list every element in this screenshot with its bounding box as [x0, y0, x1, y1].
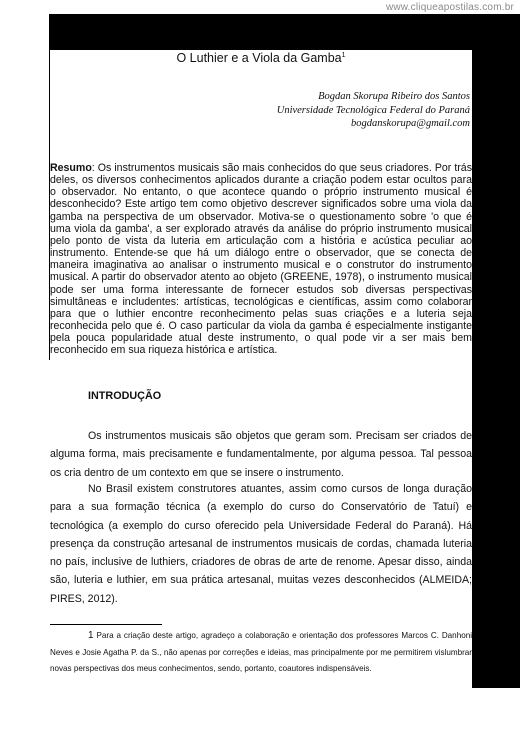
paper-title-text: O Luthier e a Viola da Gamba	[176, 51, 342, 65]
introduction-heading: INTRODUÇÃO	[88, 390, 162, 402]
paper-title	[50, 51, 472, 65]
top-black-bar	[50, 14, 520, 50]
abstract-text: : Os instrumentos musicais são mais conhecidos do que seus criadores. Por trás deles, os diversos conhecimentos aplicados durante a criação podem estar ocultos para o observador. No entanto, o que acontece quando o próprio instrumento musical é desconhecido? Este artigo tem como objetivo descrever significados sobre uma viola da gamba na perspectiva de um observador. Motiva-se o questionamento sobre 'o que é uma viola da gamba', a ser explorado através da análise do próprio instrumento musical pelo ponto de vista da luteria em articulação com a história e acústica peculiar ao instrumento. Entende-se que há um diálogo entre o observador, que se conecta de maneira imaginativa ao analisar o instrumento musical e o construtor do instrumento musical. A partir do observador atento ao objeto (GREENE, 1978), o instrumento musical pode ser uma forma interessante de fornecer estudos sob diversas perspectivas simultâneas e includentes: artísticas, tecnológicas e científicas, assim como colaborar para que o luthier encontre reconhecimento pelas suas criações e a luteria seja reconhecida pelo que é. O caso particular da viola da gamba é especialmente instigante pela pouca popularidade atual deste instrumento, o qual pode vir a ser mais bem reconhecido em sua riqueza histórica e artística.	[50, 162, 472, 357]
intro-paragraph-1: Os instrumentos musicais são objetos que geram som. Precisam ser criados de alguma forma, mais precisamente e fundamentalmente, por alguma pessoa. Tal pessoa os cria dentro de um contexto em que se insere o instrumento.	[50, 430, 472, 479]
right-black-bar	[472, 14, 520, 688]
footnote-number: 1	[88, 630, 94, 641]
author-block	[277, 90, 470, 131]
footnote-rule	[50, 624, 162, 625]
author-name: Bogdan Skorupa Ribeiro dos Santos	[318, 91, 470, 102]
abstract-label: Resumo	[50, 162, 92, 174]
title-footnote-mark: 1	[341, 51, 346, 59]
footnote	[50, 628, 472, 678]
footnote-text: Para a criação deste artigo, agradeço a colaboração e orientação dos professores Marcos C. Danhoni Neves e Josie Agatha P. da S., não apenas por correções e ideias, mas principalmente por me permitirem vislumbrar novas perspectivas dos meus conhecimentos, sendo, portanto, coautores indispensáveis.	[50, 631, 472, 674]
author-affiliation: Universidade Tecnológica Federal do Paraná	[276, 104, 470, 116]
author-email: bogdanskorupa@gmail.com	[350, 118, 470, 129]
watermark-url: www.cliqueapostilas.com.br	[385, 2, 514, 13]
abstract	[50, 162, 472, 357]
intro-paragraph-2: No Brasil existem construtores atuantes, assim como cursos de longa duração para a sua formação técnica (a exemplo do curso do Conservatório de Tatuí) e tecnológica (a exemplo do curso oferecido pela Universidade Federal do Paraná). Há presença da construção artesanal de instrumentos musicais de cordas, chamada luteria no país, inclusive de luthiers, criadores de obras de arte de renome. Apesar disso, ainda são, luteria e luthier, em sua prática artesanal, muitas vezes desconhecidos (ALMEIDA; PIRES, 2012).	[50, 483, 472, 605]
